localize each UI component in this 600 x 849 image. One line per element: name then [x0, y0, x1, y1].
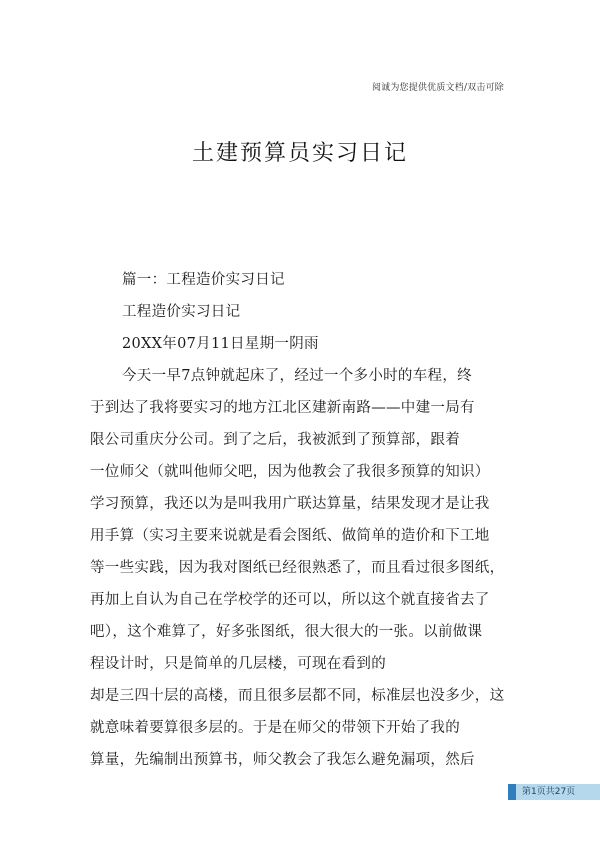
body-line: 就意味着要算很多层的。于是在师父的带领下开始了我的 [90, 720, 460, 736]
body-line: 学习预算，我还以为是叫我用广联达算量，结果发现才是让我 [90, 496, 490, 512]
page-number-badge [508, 784, 600, 800]
body-line: 20XX年07月11日星期一阴雨 [122, 336, 319, 352]
body-line: 用手算（实习主要来说就是看会图纸、做简单的造价和下工地 [90, 528, 490, 544]
body-line: 限公司重庆分公司。到了之后，我被派到了预算部，跟着 [90, 432, 460, 448]
body-line: 篇一：工程造价实习日记 [122, 272, 285, 288]
body-line: 吧），这个难算了，好多张图纸，很大很大的一张。以前做课 [90, 624, 483, 640]
body-line: 等一些实践，因为我对图纸已经很熟悉了，而且看过很多图纸， [90, 560, 505, 576]
body-line: 今天一早7点钟就起床了，经过一个多小时的车程，终 [122, 368, 472, 384]
body-line: 一位师父（就叫他师父吧，因为他教会了我很多预算的知识） [90, 464, 490, 480]
body-line: 却是三四十层的高楼，而且很多层都不同，标准层也没多少，这 [90, 688, 505, 704]
body-line: 于到达了我将要实习的地方江北区建新南路——中建一局有 [90, 400, 475, 416]
body-line: 再加上自认为自己在学校学的还可以，所以这个就直接省去了 [90, 592, 490, 608]
badge-marker [508, 784, 516, 800]
header-note: 阅诚为您提供优质文档/双击可除 [371, 83, 504, 93]
document-title: 土建预算员实习日记 [191, 141, 408, 166]
page-number-label: 第1页共27页 [522, 787, 576, 797]
body-line: 程设计时，只是简单的几层楼，可现在看到的 [90, 656, 386, 672]
body-line: 工程造价实习日记 [122, 304, 241, 320]
body-line: 算量，先编制出预算书，师父教会了我怎么避免漏项，然后 [90, 752, 475, 768]
